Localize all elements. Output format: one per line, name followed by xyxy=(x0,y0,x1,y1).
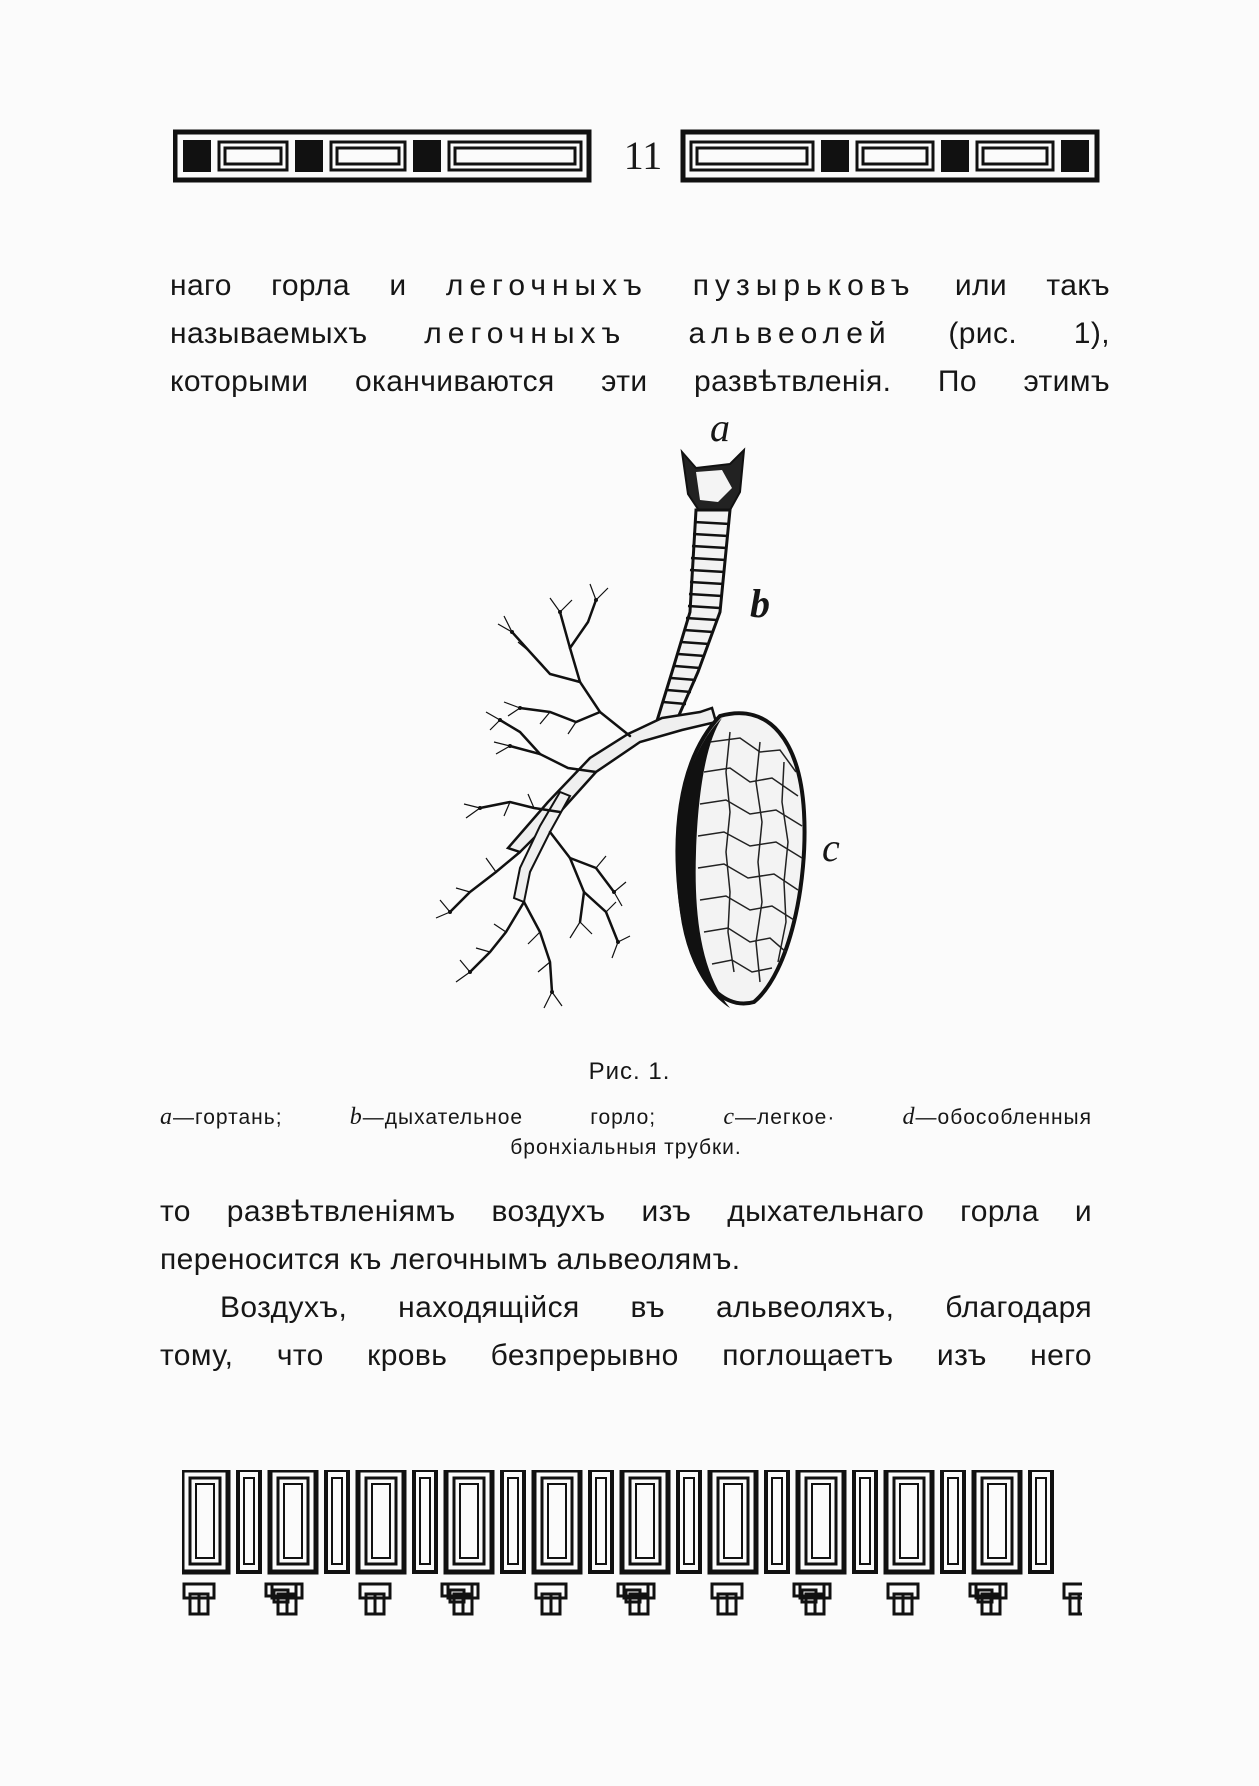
footer-ornament xyxy=(182,1470,1082,1620)
label-c: c xyxy=(822,825,840,870)
bottom-paragraph xyxy=(160,1188,1092,1380)
figure-caption-line: a—гортань; b—дыхательное горло; c—легкое· d—обособленныя xyxy=(160,1104,1093,1130)
lung-illustration xyxy=(400,405,870,1052)
text-line: то развѣтвленіямъ воздухъ изъ дыхательнаго горла и xyxy=(160,1195,1092,1228)
figure-caption-line: бронхіальныя трубки. xyxy=(510,1136,742,1159)
text-line: наго горла и легочныхъ пузырьковъ или такъ xyxy=(170,269,1110,302)
label-a: a xyxy=(710,405,730,450)
top-paragraph xyxy=(170,262,1110,406)
text-line: которыми оканчиваются эти развѣтвленія. По этимъ xyxy=(170,365,1110,398)
text-line: тому, что кровь безпрерывно поглощаетъ изъ него xyxy=(160,1339,1092,1372)
text-line: переносится къ легочнымъ альвеолямъ. xyxy=(160,1243,741,1276)
lungs-drawing xyxy=(400,412,870,1052)
figure-caption-title: Рис. 1. xyxy=(588,1058,671,1085)
text-line: называемыхъ легочныхъ альвеолей (рис. 1), xyxy=(170,317,1111,350)
text-line: Воздухъ, находящійся въ альвеоляхъ, благодаря xyxy=(220,1291,1092,1324)
trachea-shape xyxy=(656,510,730,724)
label-b: b xyxy=(750,581,770,626)
page-number: 11 xyxy=(623,133,663,178)
